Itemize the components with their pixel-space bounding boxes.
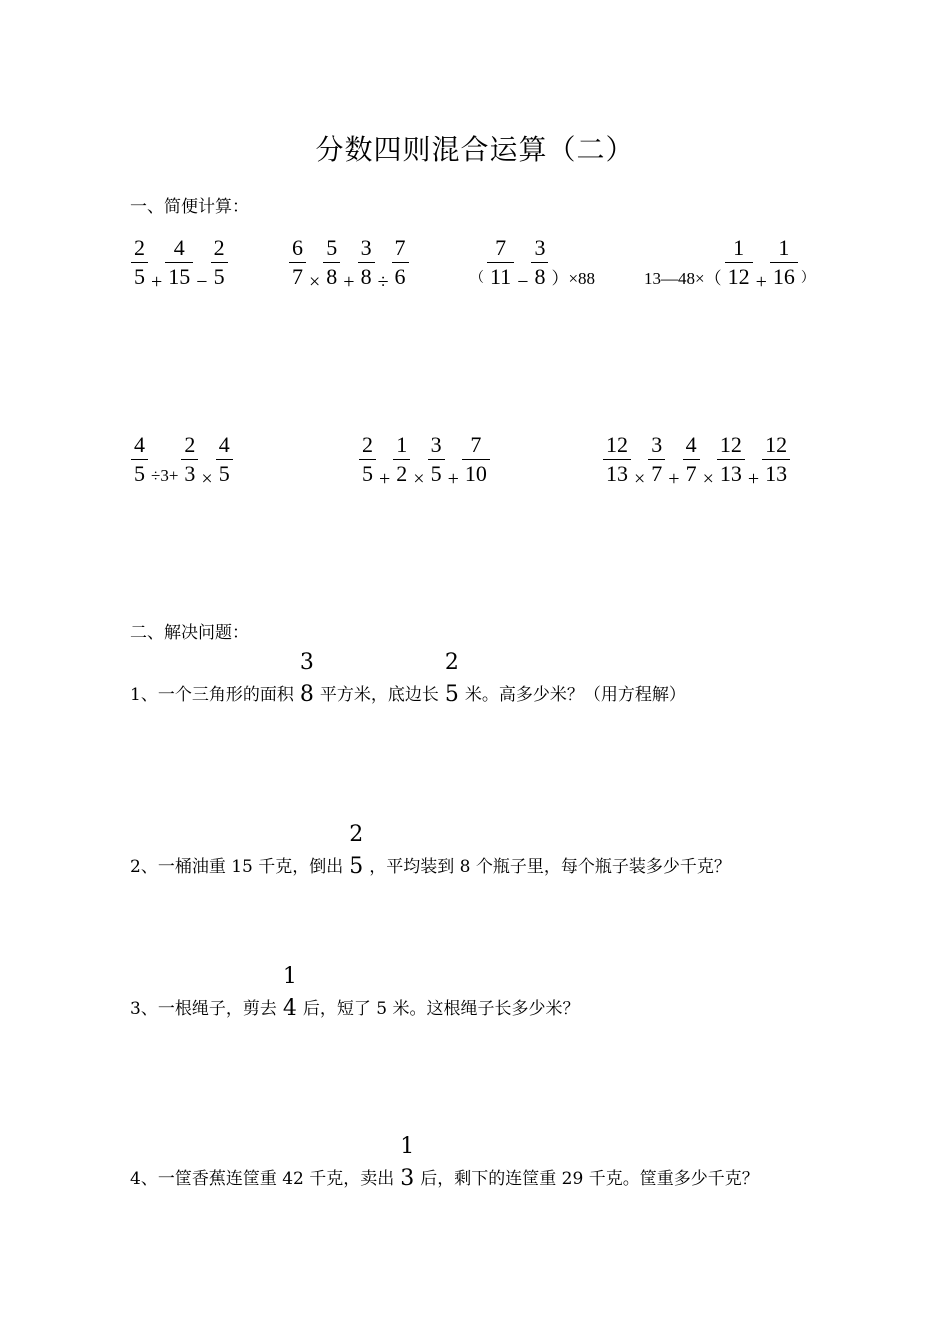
word-problem-1: 1、一个三角形的面积 3 8 平方米，底边长 2 5 米。高多少米？（用方程解） xyxy=(130,650,686,707)
calc-expression-7 xyxy=(602,415,791,490)
fraction: $\frac{6}{7}$ xyxy=(289,237,306,288)
fraction: $\frac{1}{16}$ xyxy=(770,237,798,288)
fraction: $\frac{2}{3}$ xyxy=(181,434,198,485)
operator: + xyxy=(379,468,391,490)
fraction: $\frac{5}{8}$ xyxy=(323,237,340,288)
fraction: $\frac{7}{11}$ xyxy=(487,237,514,288)
fraction: 3 8 xyxy=(299,650,314,707)
fraction: $\frac{3}{8}$ xyxy=(531,237,548,288)
operator: − xyxy=(517,271,529,293)
operator: + xyxy=(668,468,680,490)
page-title: 分数四则混合运算（二） xyxy=(315,133,635,166)
expression-head: 13—48×（ xyxy=(644,269,722,288)
fraction: $\frac{3}{8}$ xyxy=(358,237,375,288)
operator: × xyxy=(634,468,646,490)
fraction: $\frac{4}{7}$ xyxy=(683,434,700,485)
operator: + xyxy=(747,468,760,490)
fraction: 2 5 xyxy=(444,650,459,707)
fraction: $\frac{2}{5}$ xyxy=(131,237,148,288)
fraction: $\frac{12}{13}$ xyxy=(717,434,745,485)
fraction: $\frac{2}{5}$ xyxy=(359,434,376,485)
calc-expression-1 xyxy=(130,218,229,293)
fraction: 2 5 xyxy=(349,822,364,879)
fraction: $\frac{7}{6}$ xyxy=(392,237,409,288)
fraction: 1 4 xyxy=(282,964,297,1021)
fraction: $\frac{3}{5}$ xyxy=(428,434,445,485)
operator: + xyxy=(755,271,767,293)
operator: ÷ xyxy=(377,271,389,293)
fraction: $\frac{12}{13}$ xyxy=(762,434,790,485)
operator: ÷3+ xyxy=(151,466,179,485)
calc-expression-4 xyxy=(642,218,817,293)
operator: × xyxy=(702,468,714,490)
fraction: $\frac{3}{7}$ xyxy=(648,434,665,485)
word-problem-4: 4、一筐香蕉连筐重 42 千克，卖出 1 3 后，剩下的连筐重 29 千克。筐重多少千克？ xyxy=(130,1134,759,1191)
expression-tail: ）×88 xyxy=(551,269,596,288)
left-paren: （ xyxy=(470,271,484,286)
fraction: $\frac{2}{5}$ xyxy=(211,237,228,288)
fraction: $\frac{7}{10}$ xyxy=(462,434,490,485)
fraction: 1 3 xyxy=(400,1134,415,1191)
calc-expression-2 xyxy=(288,218,410,293)
fraction: $\frac{12}{13}$ xyxy=(603,434,631,485)
calc-expression-3 xyxy=(468,218,597,293)
calc-expression-5 xyxy=(130,415,234,490)
fraction: $\frac{4}{15}$ xyxy=(165,237,193,288)
fraction: $\frac{1}{2}$ xyxy=(393,434,410,485)
section-heading-simplified-calc: 一、简便计算： xyxy=(130,197,249,217)
word-problem-2: 2、一桶油重 15 千克，倒出 2 5 ，平均装到 8 个瓶子里，每个瓶子装多少千克？ xyxy=(130,822,731,879)
fraction: $\frac{4}{5}$ xyxy=(216,434,233,485)
operator: + xyxy=(151,271,163,293)
operator: × xyxy=(201,468,213,490)
fraction: $\frac{4}{5}$ xyxy=(131,434,148,485)
operator: + xyxy=(343,271,355,293)
fraction: $\frac{1}{12}$ xyxy=(725,237,753,288)
operator: × xyxy=(413,468,425,490)
calc-expression-6 xyxy=(358,415,491,490)
operator: × xyxy=(309,271,321,293)
operator: − xyxy=(196,271,208,293)
word-problem-3: 3、一根绳子，剪去 1 4 后，短了 5 米。这根绳子长多少米？ xyxy=(130,964,580,1021)
operator: + xyxy=(447,468,459,490)
section-heading-word-problems: 二、解决问题： xyxy=(130,623,249,643)
right-paren: ） xyxy=(800,271,815,286)
